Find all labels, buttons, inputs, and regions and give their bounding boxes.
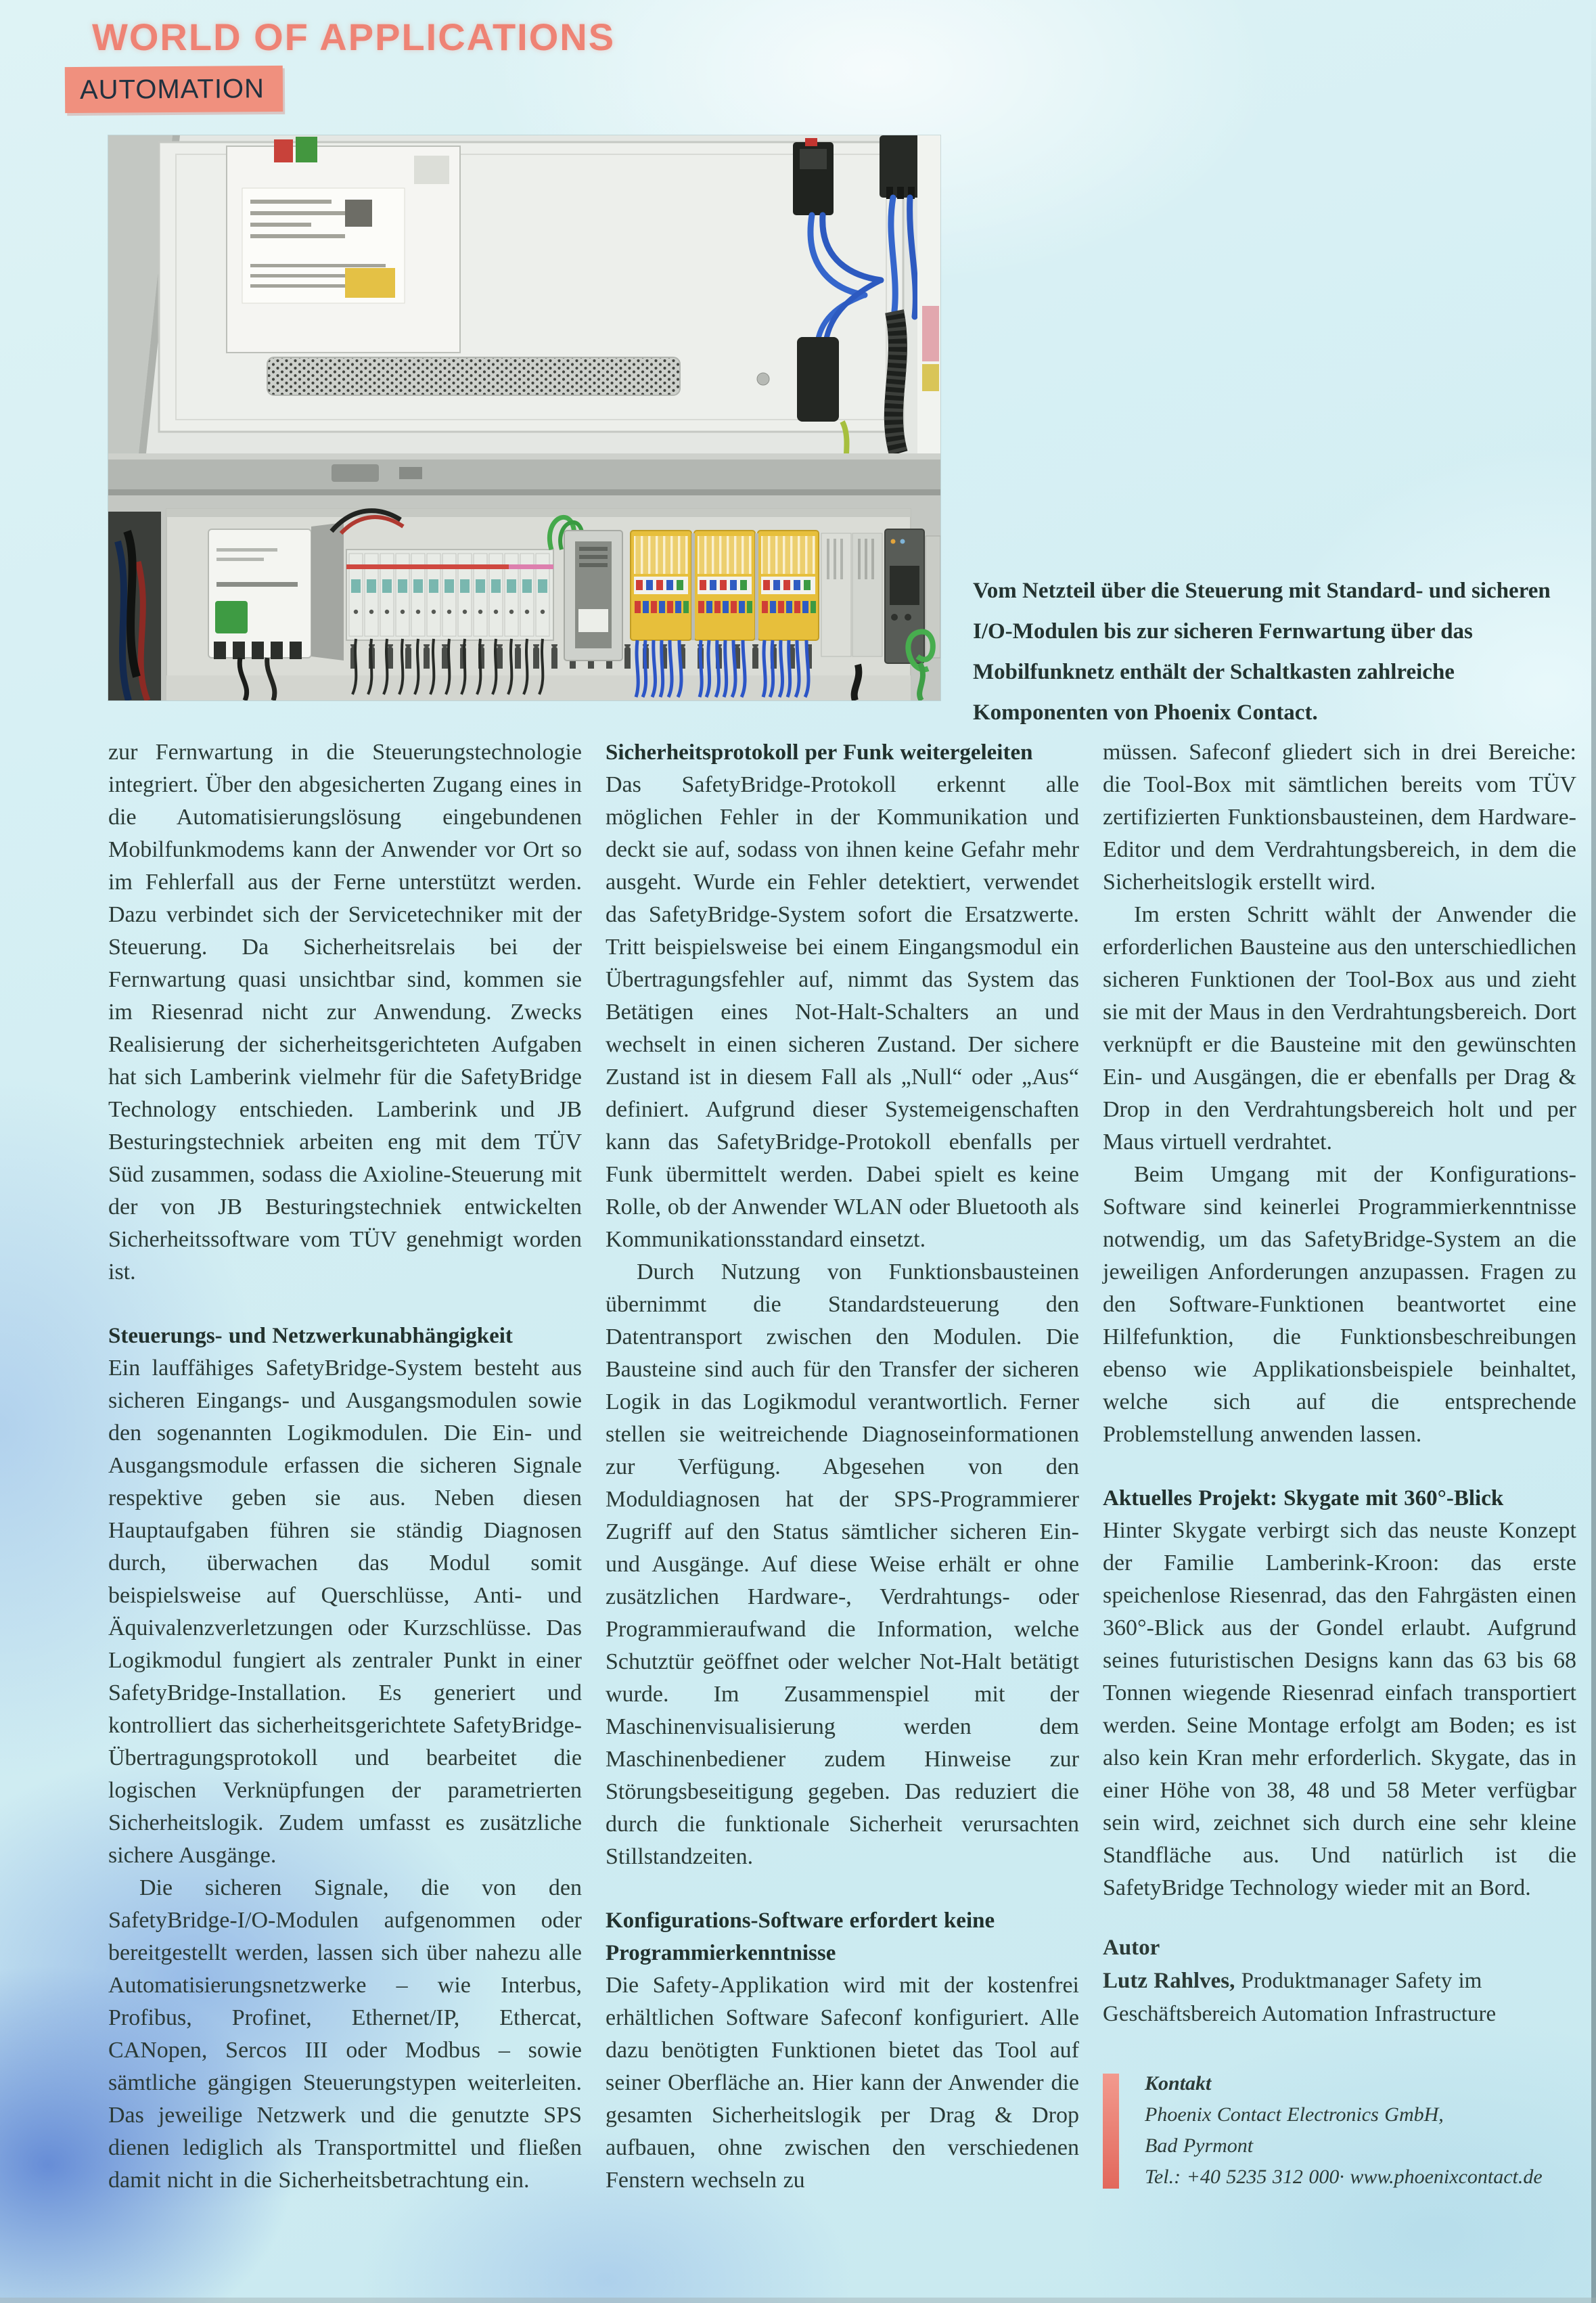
side-cable-bundle <box>108 512 161 700</box>
contact-phone-web: Tel.: +40 5235 312 000· www.phoenixcontact.de <box>1145 2166 1543 2188</box>
contact-company: Phoenix Contact Electronics GmbH, <box>1145 2103 1444 2126</box>
vent-grille <box>267 357 680 395</box>
scan-edge-bottom <box>0 2298 1596 2303</box>
author-role: Produktmanager Safety im Geschäftsbereich Automation Infrastructure <box>1103 1969 1497 2026</box>
labelled-device-module <box>227 137 460 353</box>
paragraph: Die sicheren Signale, die von den SafetyBridge-I/O-Modulen aufgenommen oder bereitgestellt werden, lassen sich über nahezu alle Automatisierungsnetzwerke – wie Interbus, Profibus, Profinet, Ethernet/IP, Ethercat, CANopen, Sercos III oder Modbus – sowie sämtliche gängigen Steuerungstypen weiterleiten. Das jeweilige Netzwerk und die genutzte SPS dienen lediglich als Transportmittel und fließen damit nicht in die Sicherheitsbetrachtung ein. <box>108 1875 582 2193</box>
column-3 <box>1103 736 1576 2197</box>
subheading-skygate: Aktuelles Projekt: Skygate mit 360°-Blick <box>1103 1486 1504 1511</box>
section-tag-automation <box>65 66 283 113</box>
paragraph: müssen. Safeconf gliedert sich in drei Bereiche: die Tool-Box mit sämtlichen bereits vom TÜV zertifizierten Funktionsbausteinen, dem Hardware-Editor und dem Verdrahtungsbereich, in dem die Sicherheitslogik erstellt wird. <box>1103 740 1576 895</box>
contact-accent-bar <box>1103 2074 1119 2189</box>
paragraph: Ein lauffähiges SafetyBridge-System besteht aus sicheren Eingangs- und Ausgangsmodulen sowie den sogenannten Logikmodulen. Die Ein- und Ausgangsmodule erfassen die sicheren Signale respektive geben sie aus. Neben diesen Hauptaufgaben führen sie ständig Diagnosen durch, überwachen das Modul somit beispielsweise auf Querschlüsse, Anti- und Äquivalenzverletzungen oder Kurzschlüsse. Das Logikmodul fungiert als zentraler Punkt in einer SafetyBridge-Installation. Es generiert und kontrolliert das sicherheitsgerichtete SafetyBridge-Übertragungsprotokoll und bearbeitet die logischen Verknüpfungen der parametrierten Sicherheitslogik. Zudem umfasst es zusätzliche sichere Ausgänge. <box>108 1356 582 1868</box>
paragraph: Beim Umgang mit der Konfigurations-Software sind keinerlei Programmierkenntnisse notwendig, um das SafetyBridge-System an die jeweiligen Anforderungen anzupassen. Fragen zu den Software-Funktionen beantwortet eine Hilfefunktion, die Funktionsbeschreibungen ebenso wie Applikationsbeispiele beinhaltet, welche sich auf die entsprechende Problemstellung anwenden lassen. <box>1103 1162 1576 1447</box>
paragraph: Das SafetyBridge-Protokoll erkennt alle möglichen Fehler in der Kommunikation und deckt sie auf, sodass von ihnen keine Gefahr mehr ausgeht. Wurde ein Fehler detektiert, verwendet das SafetyBridge-System sofort die Ersatzwerte. Tritt beispielsweise bei einem Eingangsmodul ein Übertragungsfehler auf, nimmt das System das Betätigen eines Not-Halt-Schalters an und wechselt in einen sicheren Zustand. Der sichere Zustand ist in diesem Fall als „Null“ oder „Aus“ definiert. Aufgrund dieser Systemeigenschaften kann das SafetyBridge-Protokoll ebenfalls per Funk übermittelt werden. Dabei spielt es keine Rolle, ob der Anwender WLAN oder Bluetooth als Kommunikationsstandard einsetzt. <box>606 772 1079 1252</box>
contact-label: Kontakt <box>1145 2072 1212 2095</box>
door-edge-labels <box>917 135 940 453</box>
contact-box <box>1103 2068 1576 2193</box>
column-1 <box>108 736 582 2197</box>
wireless-controller-module <box>885 529 924 663</box>
paragraph: Die Safety-Applikation wird mit der kostenfrei erhältlichen Software Safeconf konfiguriert. Alle dazu benötigten Funktionen bietet das Tool auf seiner Oberfläche an. Hier kann der Anwender die gesamten Sicherheitslogik per Drag & Drop aufbauen, ohne zwischen den verschiedenen Fenstern wechseln zu <box>606 1973 1079 2193</box>
cabinet-photo <box>108 135 940 700</box>
author-block <box>1103 1931 1576 2031</box>
magazine-masthead: WORLD OF APPLICATIONS <box>92 16 616 58</box>
paragraph: zur Fernwartung in die Steuerungstechnologie integriert. Über den abgesicherten Zugang eines in die Automatisierungslösung eingebundenen Mobilfunkmodems kann der Anwender vor Ort so im Fehlerfall aus der Ferne unterstützt werden. Dazu verbindet sich der Servicetechniker mit der Steuerung. Da Sicherheitsrelais bei der Fernwartung quasi unsichtbar sind, kommen sie im Riesenrad nicht zur Anwendung. Zwecks Realisierung der sicherheitsgerichteten Aufgaben hat sich Lamberink vielmehr für die SafetyBridge Technology entschieden. Lamberink und JB Besturingstechniek arbeiten eng mit dem TÜV Süd zusammen, sodass die Axioline-Steuerung mit der von JB Besturingstechniek entwickelten Sicherheitssoftware vom TÜV genehmigt worden ist. <box>108 740 582 1284</box>
cabinet-lid <box>108 135 940 504</box>
section-tag-label: AUTOMATION <box>79 73 265 105</box>
cabinet-frame-beam <box>108 453 940 495</box>
cabinet-interior <box>108 495 940 700</box>
author-line <box>1103 1965 1576 2031</box>
paragraph: Im ersten Schritt wählt der Anwender die erforderlichen Bausteine aus den unterschiedlichen sicheren Funktionen der Tool-Box aus und zieht sie mit der Maus in den Verdrahtungsbereich. Dort verknüpft er die Bausteine mit den gewünschten Ein- und Ausgängen, die er ebenfalls per Drag & Drop in den Verdrahtungsbereich holt und per Maus virtuell verdrahtet. <box>1103 902 1576 1155</box>
contact-city: Bad Pyrmont <box>1145 2134 1254 2157</box>
column-2 <box>606 736 1079 2197</box>
author-name: Lutz Rahlves, <box>1103 1969 1235 1993</box>
scan-edge-right <box>1591 0 1596 2303</box>
article-body <box>108 736 1576 2197</box>
subheading-konfigurationssoftware: Konfigurations-Software erfordert keine Programmierkenntnisse <box>606 1908 995 1965</box>
paragraph: Hinter Skygate verbirgt sich das neuste Konzept der Familie Lamberink-Kroon: das erste speichenlose Riesenrad, das den Fahrgästen einen 360°-Blick aus der Gondel erlaubt. Aufgrund seines futuristischen Designs kann das 63 bis 68 Tonnen wiegende Riesenrad einfach transportiert werden. Seine Montage erfolgt am Boden; es ist also kein Kran mehr erforderlich. Skygate, das in einer Höhe von 38, 48 und 58 Meter verfügbar sein wird, zeichnet sich durch eine sehr kleine Standfläche aus. Und natürlich ist die SafetyBridge Technology wieder mit an Bord. <box>1103 1518 1576 1900</box>
author-label: Autor <box>1103 1936 1160 1960</box>
photo-caption: Vom Netzteil über die Steuerung mit Standard- und sicheren I/O-Modulen bis zur sicheren Fernwartung über das Mobilfunknetz enthält der Schaltkasten zahlreiche Komponenten von Phoenix Contact. <box>973 579 1551 725</box>
paragraph: Durch Nutzung von Funktionsbausteinen übernimmt die Standardsteuerung den Datentransport zwischen den Modulen. Die Bausteine sind auch für den Transfer der sicheren Logik in das Logikmodul verantwortlich. Ferner stellen sie weitreichende Diagnoseinformationen zur Verfügung. Abgesehen von den Moduldiagnosen hat der SPS-Programmierer Zugriff auf den Status sämtlicher sicheren Ein- und Ausgänge. Auf diese Weise erhält er ohne zusätzlichen Hardware-, Verdrahtungs- oder Programmieraufwand die Information, welche Schutztür geöffnet oder welcher Not-Halt betätigt wurde. Im Zusammenspiel mit der Maschinenvisualisierung werden dem Maschinenbediener zudem Hinweise zur Störungsbeseitigung gegeben. Das reduziert die durch die funktionale Sicherheit verursachten Stillstandzeiten. <box>606 1259 1079 1869</box>
subheading-netzwerkunabhaengigkeit: Steuerungs- und Netzwerkunabhängigkeit <box>108 1324 513 1348</box>
cabinet-photo-illustration <box>108 135 940 700</box>
contact-text <box>1145 2068 1543 2193</box>
subheading-funkprotokoll: Sicherheitsprotokoll per Funk weitergeleiten <box>606 740 1033 765</box>
